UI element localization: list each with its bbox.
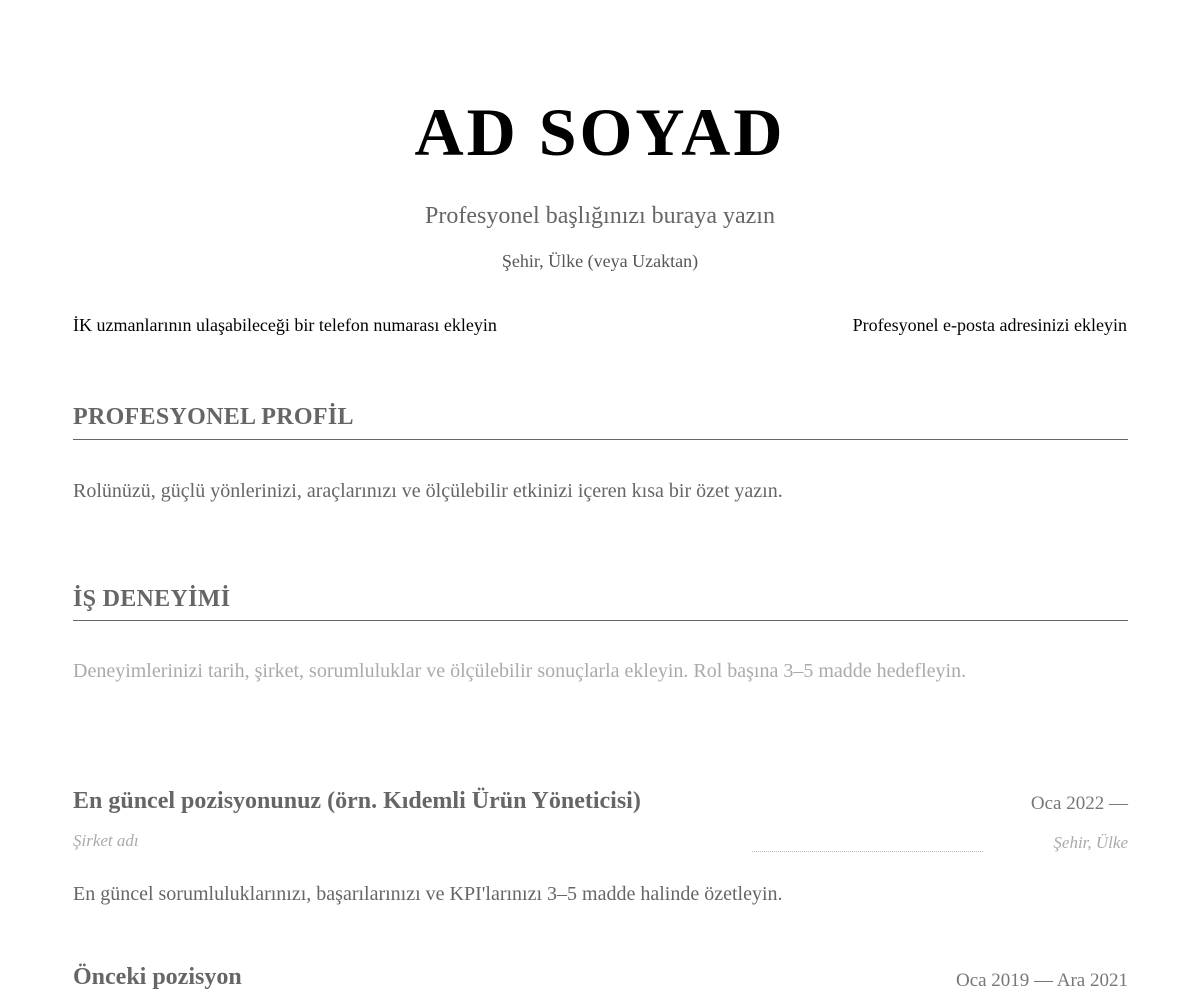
profile-section-divider bbox=[73, 439, 1128, 440]
professional-headline[interactable]: Profesyonel başlığınızı buraya yazın bbox=[425, 203, 775, 229]
current-company-name[interactable]: Şirket adı bbox=[73, 831, 139, 850]
current-role-description[interactable]: En güncel sorumluluklarınızı, başarılarınızı ve KPI'larınızı 3–5 madde halinde özetleyin. bbox=[73, 883, 783, 905]
experience-section-title: İŞ DENEYİMİ bbox=[73, 586, 231, 612]
empty-field-placeholder[interactable] bbox=[752, 851, 983, 852]
candidate-location[interactable]: Şehir, Ülke (veya Uzaktan) bbox=[501, 251, 699, 271]
current-role-title[interactable]: En güncel pozisyonunuz (örn. Kıdemli Ürün Yöneticisi) bbox=[73, 788, 641, 814]
profile-section-title: PROFESYONEL PROFİL bbox=[73, 404, 354, 430]
previous-role-title[interactable]: Önceki pozisyon bbox=[73, 964, 242, 990]
experience-section-divider bbox=[73, 620, 1128, 621]
phone-field[interactable]: İK uzmanlarının ulaşabileceği bir telefon numarası ekleyin bbox=[73, 315, 497, 335]
profile-summary[interactable]: Rolünüzü, güçlü yönlerinizi, araçlarınızı ve ölçülebilir etkinizi içeren kısa bir özet yazın. bbox=[73, 480, 783, 502]
candidate-name[interactable]: AD SOYAD bbox=[414, 94, 786, 170]
experience-hint[interactable]: Deneyimlerinizi tarih, şirket, sorumluluklar ve ölçülebilir sonuçlarla ekleyin. Rol başına 3–5 madde hedefleyin. bbox=[73, 660, 967, 682]
previous-role-dates[interactable]: Oca 2019 — Ara 2021 bbox=[955, 970, 1128, 991]
email-field[interactable]: Profesyonel e-posta adresinizi ekleyin bbox=[852, 315, 1127, 335]
current-company-location[interactable]: Şehir, Ülke bbox=[1053, 833, 1128, 852]
current-role-dates[interactable]: Oca 2022 — bbox=[1030, 793, 1128, 814]
